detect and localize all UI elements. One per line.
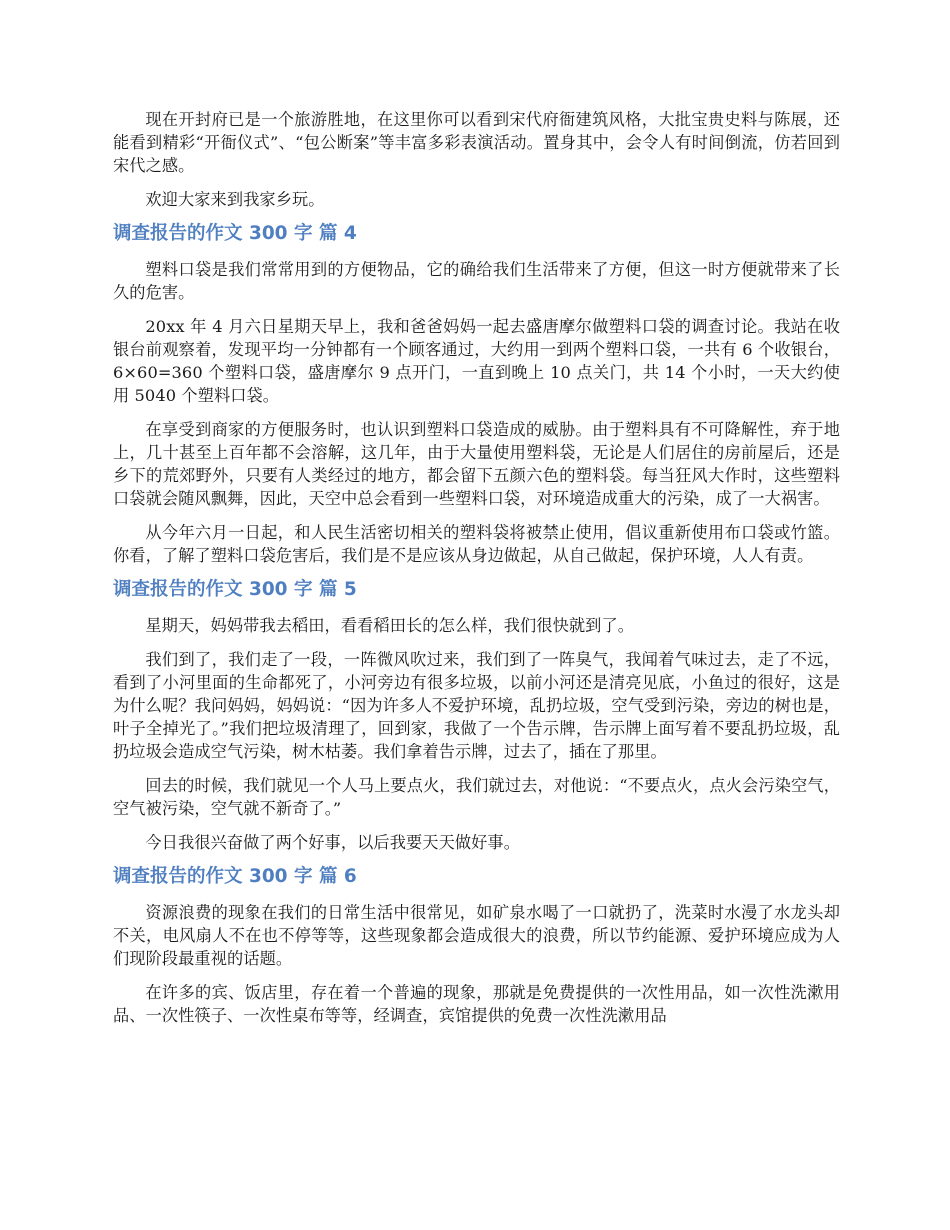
- paragraph: 在享受到商家的方便服务时，也认识到塑料口袋造成的威胁。由于塑料具有不可降解性，弃于地上，几十甚至上百年都不会溶解，这几年，由于大量使用塑料袋，无论是人们居住的房前屋后，还是乡下的荒郊野外，只要有人类经过的地方，都会留下五颜六色的塑料袋。每当狂风大作时，这些塑料口袋就会随风飘舞，因此，天空中总会看到一些塑料口袋，对环境造成重大的污染，成了一大祸害。: [113, 420, 840, 508]
- paragraph: 我们到了，我们走了一段，一阵微风吹过来，我们到了一阵臭气，我闻着气味过去，走了不远，看到了小河里面的生命都死了，小河旁边有很多垃圾，以前小河还是清亮见底，小鱼过的很好，这是为什么呢？我问妈妈，妈妈说：“因为许多人不爱护环境，乱扔垃圾，空气受到污染，旁边的树也是，叶子全掉光了。”我们把垃圾清理了，回到家，我做了一个告示牌，告示牌上面写着不要乱扔垃圾，乱扔垃圾会造成空气污染，树木枯萎。我们拿着告示牌，过去了，插在了那里。: [113, 650, 840, 761]
- section-heading-5: 调查报告的作文 300 字 篇 5: [113, 579, 357, 600]
- paragraph: 在许多的宾、饭店里，存在着一个普遍的现象，那就是免费提供的一次性用品，如一次性洗漱用品、一次性筷子、一次性桌布等等，经调查，宾馆提供的免费一次性洗漱用品: [113, 983, 840, 1025]
- section-heading-4: 调查报告的作文 300 字 篇 4: [113, 223, 357, 244]
- paragraph: 塑料口袋是我们常常用到的方便物品，它的确给我们生活带来了方便，但这一时方便就带来了长久的危害。: [113, 260, 840, 302]
- paragraph: 20xx 年 4 月六日星期天早上，我和爸爸妈妈一起去盛唐摩尔做塑料口袋的调查讨论。我站在收银台前观察着，发现平均一分钟都有一个顾客通过，大约用一到两个塑料口袋，一共有 6 个收银台，6×60=360 个塑料口袋，盛唐摩尔 9 点开门，一直到晚上 10 点关门，共 14 个小时，一天大约使用 5040 个塑料口袋。: [113, 317, 840, 405]
- paragraph: 回去的时候，我们就见一个人马上要点火，我们就过去，对他说：“不要点火，点火会污染空气，空气被污染，空气就不新奇了。”: [113, 776, 840, 818]
- paragraph: 欢迎大家来到我家乡玩。: [145, 190, 325, 209]
- paragraph: 资源浪费的现象在我们的日常生活中很常见，如矿泉水喝了一口就扔了，洗菜时水漫了水龙头却不关，电风扇人不在也不停等等，这些现象都会造成很大的浪费，所以节约能源、爱护环境应成为人们现阶段最重视的话题。: [113, 903, 840, 968]
- paragraph: 星期天，妈妈带我去稻田，看看稻田长的怎么样，我们很快就到了。: [145, 616, 635, 635]
- paragraph: 现在开封府已是一个旅游胜地，在这里你可以看到宋代府衙建筑风格，大批宝贵史料与陈展，还能看到精彩“开衙仪式”、“包公断案”等丰富多彩表演活动。置身其中，会令人有时间倒流，仿若回到宋代之感。: [113, 110, 840, 175]
- document-body: [113, 108, 840, 1038]
- section-heading-6: 调查报告的作文 300 字 篇 6: [113, 866, 357, 887]
- paragraph: 今日我很兴奋做了两个好事，以后我要天天做好事。: [145, 833, 521, 852]
- paragraph: 从今年六月一日起，和人民生活密切相关的塑料袋将被禁止使用，倡议重新使用布口袋或竹篮。你看，了解了塑料口袋危害后，我们是不是应该从身边做起，从自己做起，保护环境，人人有责。: [113, 523, 840, 565]
